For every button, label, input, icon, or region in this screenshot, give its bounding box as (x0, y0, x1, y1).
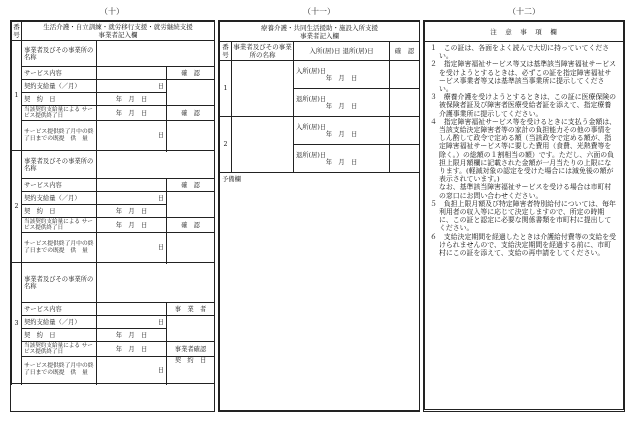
panel-11-number: （十一） (303, 7, 335, 16)
block-1-contract-date: 年 月 日 (97, 93, 167, 106)
row-2-stamp-out[interactable] (390, 145, 420, 173)
panel-12 (423, 20, 625, 412)
block-3-keiyakubi: 契 約 日 (167, 357, 215, 384)
note-4-addendum: なお、基準該当障害福祉サービスを受ける場合は市町村の窓口にお問い合わせください。 (439, 183, 612, 200)
row-1-number: 1 (220, 61, 232, 117)
panel-10-table (11, 21, 215, 384)
row-1-in-date: 年 月 日 (325, 74, 358, 82)
block-3-provided-unit: 日 (97, 357, 167, 384)
panel-11-header-sub: 事業者記入欄 (300, 31, 339, 40)
row-2-name-field[interactable] (232, 117, 294, 173)
row-2-out-date: 年 月 日 (325, 158, 358, 166)
block-2-service-field[interactable] (97, 179, 167, 192)
panel-10 (10, 20, 215, 412)
block-1-label-quantity: 契約支給量（／月） (22, 80, 97, 93)
col-dates-header-11: 入所(居)日 退所(居)日 (294, 42, 390, 61)
block-1-end-date: 年 月 日 (97, 106, 167, 121)
block-2-label-name: 事業者及びその事業所の名称 (22, 151, 97, 179)
block-2-name-field[interactable] (97, 151, 215, 179)
row-2-out[interactable] (294, 145, 390, 173)
row-1-out-label: 退所(居)日 (296, 95, 327, 103)
block-2-stamp-1[interactable] (167, 192, 215, 218)
block-3-service-field[interactable] (97, 303, 167, 316)
block-1-stamp-2[interactable] (167, 121, 215, 151)
row-2-in-label: 入所(居)日 (296, 123, 327, 131)
block-1-quantity-unit: 日 (97, 80, 167, 93)
block-1-kakunin: 確 認 (167, 67, 215, 80)
block-3-label-end: 当該契約支給量による サービス提供終了日 (22, 342, 97, 357)
block-3-contract-date: 年 月 日 (97, 329, 167, 342)
block-3-stamp-1[interactable] (167, 316, 215, 342)
block-1-label-service: サービス内容 (22, 67, 97, 80)
row-2-number: 2 (220, 117, 232, 173)
block-2-kakunin: 確 認 (167, 179, 215, 192)
block-2-contract-date: 年 月 日 (97, 205, 167, 218)
note-4: ４ 指定障害福祉サービス等を受けるときに支払う金額は、当該支給決定障害者等の家計の負担能力その他の事情をしん酌して政令で定める額（当該政令で定める額が、指定障害福祉サービス等に要した費用（食費、光熱費等を除く。）の総額の１割相当の額）です。ただし、六面の負担上限月額欄に記載された金額が一月当たりの上限になります。(軽減対象の認定を受けた場合には減免後の額が表示されています。) (430, 117, 617, 184)
row-1-out[interactable] (294, 89, 390, 117)
panel-10-number: （十） (100, 7, 124, 16)
panel-11-table (219, 21, 420, 411)
block-3-label-name: 事業者及びその事業所の名称 (22, 263, 97, 303)
row-1-stamp-in[interactable] (390, 61, 420, 89)
block-2-label-quantity: 契約支給量（／月） (22, 192, 97, 205)
notes-header: 注 意 事 項 欄 (425, 22, 624, 42)
block-1-name-field[interactable] (97, 41, 215, 67)
block-3-jigyosha-kakunin: 事業者確認 (167, 342, 215, 357)
row-1-name-field[interactable] (232, 61, 294, 117)
note-3: ３ 療養介護を受けようとするときは、この証に医療保険の被保険者証及び障害者医療受給者証を添えて、指定療養介護事業所に提示してください。 (430, 93, 617, 118)
block-3-label-quantity: 契約支給量（／月） (22, 316, 97, 329)
block-1-label-provided: サービス提供終了月中の終了日までの既提 供 量 (22, 121, 97, 151)
block-1-label-name: 事業者及びその事業所の名称 (22, 41, 97, 67)
panel-10-header (22, 22, 215, 41)
block-2-label-end: 当該契約支給量による サービス提供終了日 (22, 218, 97, 233)
row-1-stamp-out[interactable] (390, 89, 420, 117)
panel-11-header (220, 22, 420, 42)
row-2-in[interactable] (294, 117, 390, 145)
col-kakunin-header-11: 確 認 (390, 42, 420, 61)
block-3-quantity-unit: 日 (97, 316, 167, 329)
block-3-label-provided: サービス提供終了月中の終了日までの既提 供 量 (22, 357, 97, 384)
block-1-service-field[interactable] (97, 67, 167, 80)
block-1-kakunin-2: 確 認 (167, 106, 215, 121)
panel-12-table (424, 21, 624, 410)
note-2: ２ 指定障害福祉サービス等又は基準該当障害福祉サービスを受けようとするときは、必ずこの証を指定障害福祉サービス事業者等又は基準該当事業所に提示してください。 (430, 60, 617, 94)
block-2-end-date: 年 月 日 (97, 218, 167, 233)
block-2-label-service: サービス内容 (22, 179, 97, 192)
block-3-name-field[interactable] (97, 263, 215, 303)
block-2-quantity-unit: 日 (97, 192, 167, 205)
col-number-header: 番号 (13, 23, 20, 39)
block-1-number: 1 (12, 41, 22, 151)
notes-body (425, 42, 624, 410)
panel-10-header-title: 生活介護・自立訓練・就労移行支援・就労継続支援 (43, 23, 193, 31)
block-3-end-date: 年 月 日 (97, 342, 167, 357)
yobi-section[interactable] (220, 173, 420, 411)
block-1-stamp-1[interactable] (167, 80, 215, 106)
yobi-label: 予備欄 (222, 176, 241, 183)
row-2-out-label: 退所(居)日 (296, 151, 327, 159)
block-3-label-service: サービス内容 (22, 303, 97, 316)
block-1-label-contract: 契 約 日 (22, 93, 97, 106)
note-1: １ この証は、各面をよく読んで大切に持っていてください。 (430, 44, 610, 61)
block-1-provided-unit: 日 (97, 121, 167, 151)
panel-11 (218, 20, 420, 412)
col-number-header-11: 番号 (220, 42, 232, 61)
block-1-label-end: 当該契約支給量による サービス提供終了日 (22, 106, 97, 121)
block-3-label-contract: 契 約 日 (22, 329, 97, 342)
block-2-number: 2 (12, 151, 22, 263)
row-2-stamp-in[interactable] (390, 117, 420, 145)
block-2-provided-unit: 日 (97, 233, 167, 263)
row-2-in-date: 年 月 日 (325, 130, 358, 138)
row-1-in[interactable] (294, 61, 390, 89)
block-2-kakunin-2: 確 認 (167, 218, 215, 233)
panel-10-header-sub: 事業者記入欄 (98, 31, 138, 39)
panel-12-number: （十二） (508, 7, 540, 16)
block-3-number: 3 (12, 263, 22, 384)
row-1-in-label: 入所(居)日 (296, 67, 327, 75)
row-1-out-date: 年 月 日 (325, 102, 358, 110)
col-name-header-11: 事業者及びその事業所の名称 (233, 43, 292, 59)
block-2-stamp-2[interactable] (167, 233, 215, 263)
note-6: ６ 支給決定期間を経過したときは介護給付費等の支給を受けられませんので、支給決定期間を経過する前に、市町村にこの証を添えて、支給の再申請をしてください。 (430, 232, 617, 258)
block-2-label-provided: サービス提供終了月中の終了日までの既提 供 量 (22, 233, 97, 263)
note-5: ５ 負担上限月額及び特定障害者特別給付については、毎年利用者の収入等に応じて決定しますので、所定の時期に、この証と認定に必要な関係書類を市町村に提出してください。 (430, 199, 616, 233)
block-3-jigyosha: 事 業 者 (167, 303, 215, 316)
panel-11-header-title: 療養介護・共同生活援助・施設入所支援 (261, 23, 378, 32)
block-2-label-contract: 契 約 日 (22, 205, 97, 218)
